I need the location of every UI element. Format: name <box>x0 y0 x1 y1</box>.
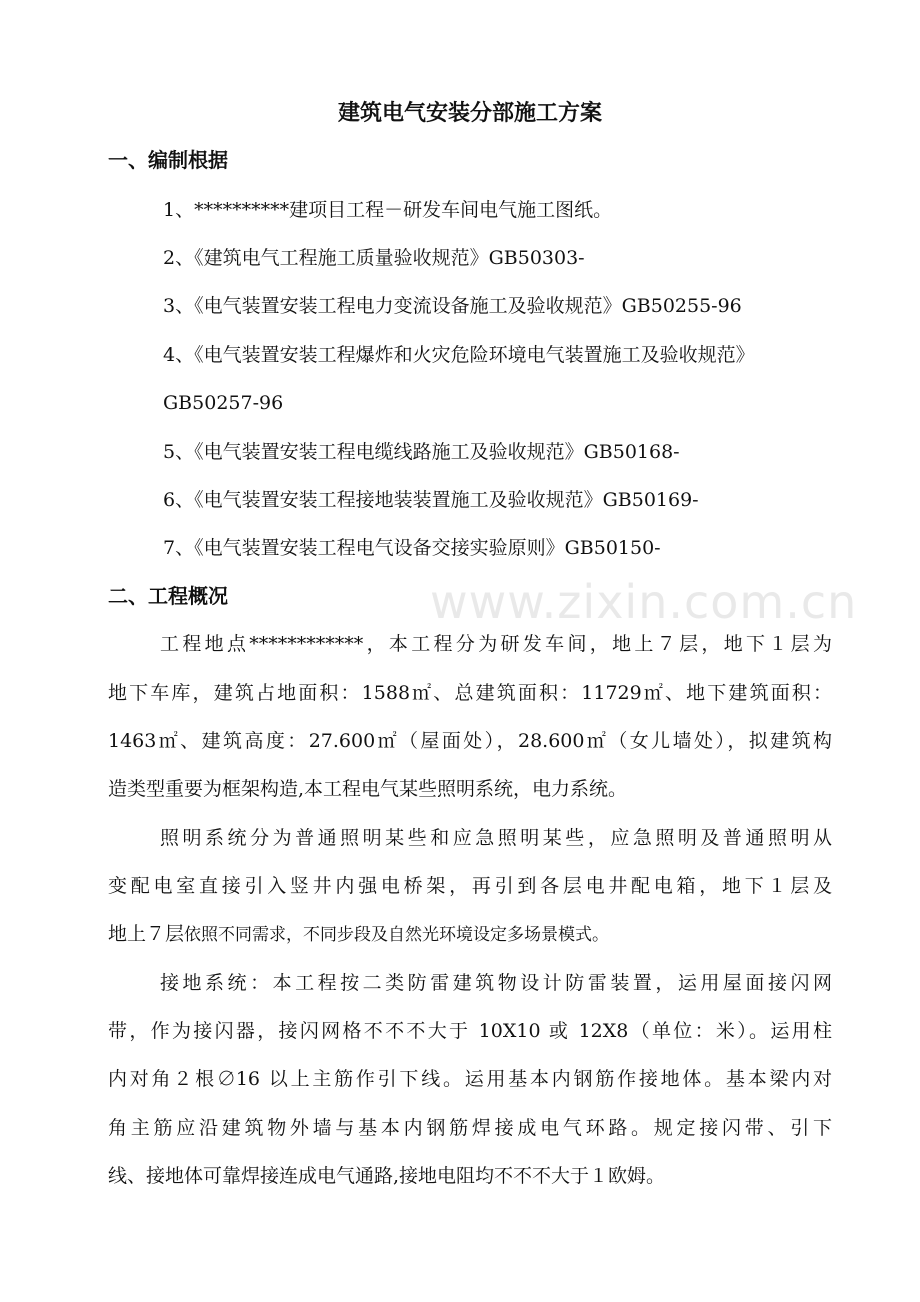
watermark: www.zixin.com.cn <box>430 575 858 629</box>
reference-item: 6、《电气装置安装工程接地装装置施工及验收规范》GB50169- <box>163 489 699 511</box>
section-heading-overview: 二、工程概况 <box>108 584 228 608</box>
paragraph-text-small: 依照不同需求，不同步段及自然光环境设定多场景模式。 <box>184 925 610 945</box>
paragraph-line: 照明系统分为普通照明某些和应急照明某些，应急照明及普通照明从 <box>160 827 832 849</box>
document-title: 建筑电气安装分部施工方案 <box>337 101 602 126</box>
paragraph-line: 造类型重要为框架构造,本工程电气某些照明系统，电力系统。 <box>108 778 628 800</box>
paragraph-line: 线、接地体可靠焊接连成电气通路,接地电阻均不不不大于１欧姆。 <box>108 1165 666 1187</box>
reference-item: 7、《电气装置安装工程电气设备交接实验原则》GB50150- <box>163 537 661 559</box>
paragraph-line: 工程地点************，本工程分为研发车间，地上７层，地下１层为 <box>160 633 832 655</box>
reference-item: 5、《电气装置安装工程电缆线路施工及验收规范》GB50168- <box>163 441 680 463</box>
reference-item-continued: GB50257-96 <box>163 392 284 414</box>
reference-item: 1、**********建项目工程－研发车间电气施工图纸。 <box>163 199 613 221</box>
paragraph-line: 变配电室直接引入竖井内强电桥架，再引到各层电井配电箱，地下１层及 <box>108 875 832 897</box>
paragraph-text: 地上７层 <box>108 923 185 945</box>
reference-item: 2、《建筑电气工程施工质量验收规范》GB50303- <box>163 247 585 269</box>
reference-item: 3、《电气装置安装工程电力变流设备施工及验收规范》GB50255-96 <box>163 295 742 317</box>
reference-item: 4、《电气装置安装工程爆炸和火灾危险环境电气装置施工及验收规范》 <box>163 344 755 366</box>
paragraph-line: 带，作为接闪器，接闪网格不不不大于 10X10 或 12X8（单位：米）。运用柱 <box>108 1020 832 1042</box>
paragraph-line: 1463㎡、建筑高度：27.600㎡（屋面处），28.600㎡（女儿墙处），拟建筑构 <box>108 730 832 752</box>
paragraph-line: 接地系统：本工程按二类防雷建筑物设计防雷装置，运用屋面接闪网 <box>160 972 832 994</box>
paragraph-line <box>108 918 609 951</box>
section-heading-basis: 一、编制根据 <box>108 148 228 172</box>
paragraph-line: 内对角２根∅16 以上主筋作引下线。运用基本内钢筋作接地体。基本梁内对 <box>108 1068 832 1090</box>
paragraph-line: 地下车库，建筑占地面积：1588㎡、总建筑面积：11729㎡、地下建筑面积： <box>108 682 832 704</box>
paragraph-line: 角主筋应沿建筑物外墙与基本内钢筋焊接成电气环路。规定接闪带、引下 <box>108 1117 832 1139</box>
